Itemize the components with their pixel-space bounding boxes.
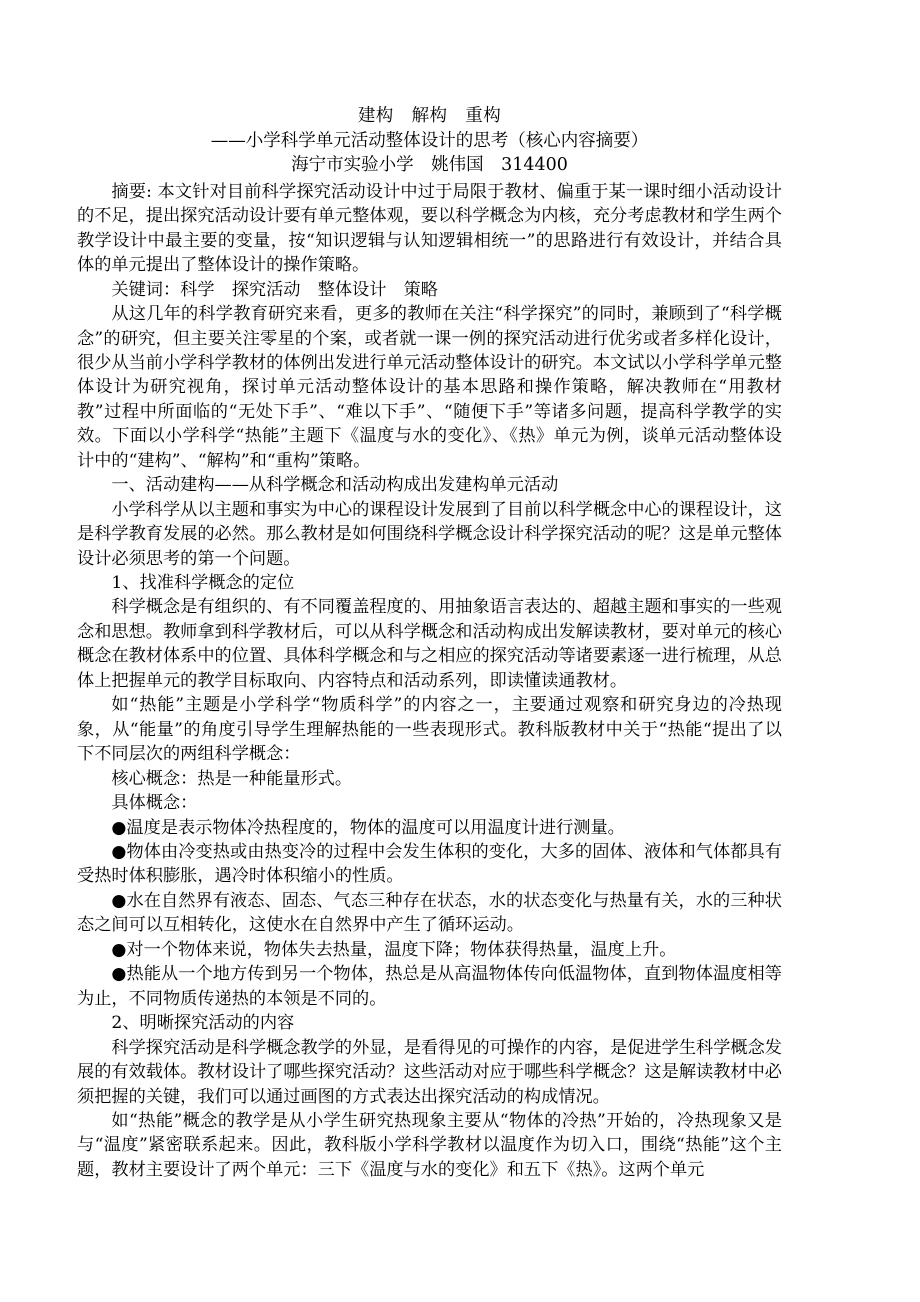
document-content (77, 104, 782, 1182)
section-1-heading: 一、活动建构——从科学概念和活动构成出发建构单元活动 (111, 475, 559, 496)
concept-bullet-3: ●水在自然界有液态、固态、气态三种存在状态，水的状态变化与热量有关，水的三种状态之间可以互相转化，这使水在自然界中产生了循环运动。 (77, 890, 782, 936)
subsection-2-paragraph-1: 科学探究活动是科学概念教学的外显，是看得见的可操作的内容，是促进学生科学概念发展的有效载体。教材设计了哪些探究活动？这些活动对应于哪些科学概念？这是解读教材中必须把握的关键，我们可以通过画图的方式表达出探究活动的构成情况。 (77, 1037, 782, 1107)
concept-bullet-4: ●对一个物体来说，物体失去热量，温度下降；物体获得热量，温度上升。 (111, 939, 677, 960)
core-concept-line: 核心概念：热是一种能量形式。 (111, 768, 353, 789)
subsection-2-heading: 2、明晰探究活动的内容 (111, 1013, 295, 1034)
concept-bullet-1: ●温度是表示物体冷热程度的，物体的温度可以用温度计进行测量。 (111, 817, 625, 838)
introduction-paragraph: 从这几年的科学教育研究来看，更多的教师在关注“科学探究”的同时，兼顾到了“科学概念”的研究，但主要关注零星的个案，或者就一课一例的探究活动进行优劣或者多样化设计，很少从当前小学科学教材的体例出发进行单元活动整体设计的研究。本文试以小学科学单元整体设计为研究视角，探讨单元活动整体设计的基本思路和操作策略，解决教师在“用教材教”过程中所面临的“无处下手”、“难以下手”、“随便下手”等诸多问题，提高科学教学的实效。下面以小学科学“热能”主题下《温度与水的变化》、《热》单元为例，谈单元活动整体设计中的“建构”、“解构”和“重构”策略。 (77, 304, 782, 471)
title-block (77, 104, 782, 178)
page-title: 建构 解构 重构 (357, 106, 502, 126)
author-affiliation-line: 海宁市实验小学 姚伟国 314400 (291, 155, 568, 176)
abstract-paragraph: 摘要: 本文针对目前科学探究活动设计中过于局限于教材、偏重于某一课时细小活动设计的不足，提出探究活动设计要有单元整体观，要以科学概念为内核，充分考虑教材和学生两个教学设计中最主要的变量，按“知识逻辑与认知逻辑相统一”的思路进行有效设计，并结合具体的单元提出了整体设计的操作策略。 (77, 181, 782, 276)
page-subtitle: ——小学科学单元活动整体设计的思考（核心内容摘要） (210, 130, 649, 151)
concept-bullet-2: ●物体由冷变热或由热变冷的过程中会发生体积的变化，大多的固体、液体和气体都具有受热时体积膨胀，遇冷时体积缩小的性质。 (77, 842, 782, 887)
section-1-paragraph-1: 小学科学从以主题和事实为中心的课程设计发展到了目前以科学概念中心的课程设计，这是科学教育发展的必然。那么教材是如何围绕科学概念设计科学探究活动的呢？这是单元整体设计必须思考的第一个问题。 (77, 499, 782, 569)
concept-bullet-5: ●热能从一个地方传到另一个物体，热总是从高温物体传向低温物体，直到物体温度相等为止，不同物质传递热的本领是不同的。 (77, 964, 782, 1009)
subsection-1-paragraph-1: 科学概念是有组织的、有不同覆盖程度的、用抽象语言表达的、超越主题和事实的一些观念和思想。教师拿到科学教材后，可以从科学概念和活动构成出发解读教材，要对单元的核心概念在教材体系中的位置、具体科学概念和与之相应的探究活动等诸要素逐一进行梳理，从总体上把握单元的教学目标取向、内容特点和活动系列，即读懂读通教材。 (77, 597, 782, 691)
subsection-1-paragraph-2: 如“热能”主题是小学科学“物质科学”的内容之一，主要通过观察和研究身边的冷热现象，从“能量”的角度引导学生理解热能的一些表现形式。教科版教材中关于“热能“提出了以下不同层次的两组科学概念： (77, 695, 782, 765)
subsection-1-heading: 1、找准科学概念的定位 (111, 573, 295, 594)
keywords-paragraph: 关键词：科学 探究活动 整体设计 策略 (111, 279, 438, 300)
specific-concept-label: 具体概念： (111, 793, 198, 814)
subsection-2-paragraph-2: 如“热能”概念的教学是从小学生研究热现象主要从“物体的冷热”开始的，冷热现象又是与“温度”紧密联系起来。因此，教科版小学科学教材以温度作为切入口，围绕“热能”这个主题，教材主要设计了两个单元：三下《温度与水的变化》和五下《热》。这两个单元 (77, 1111, 782, 1180)
